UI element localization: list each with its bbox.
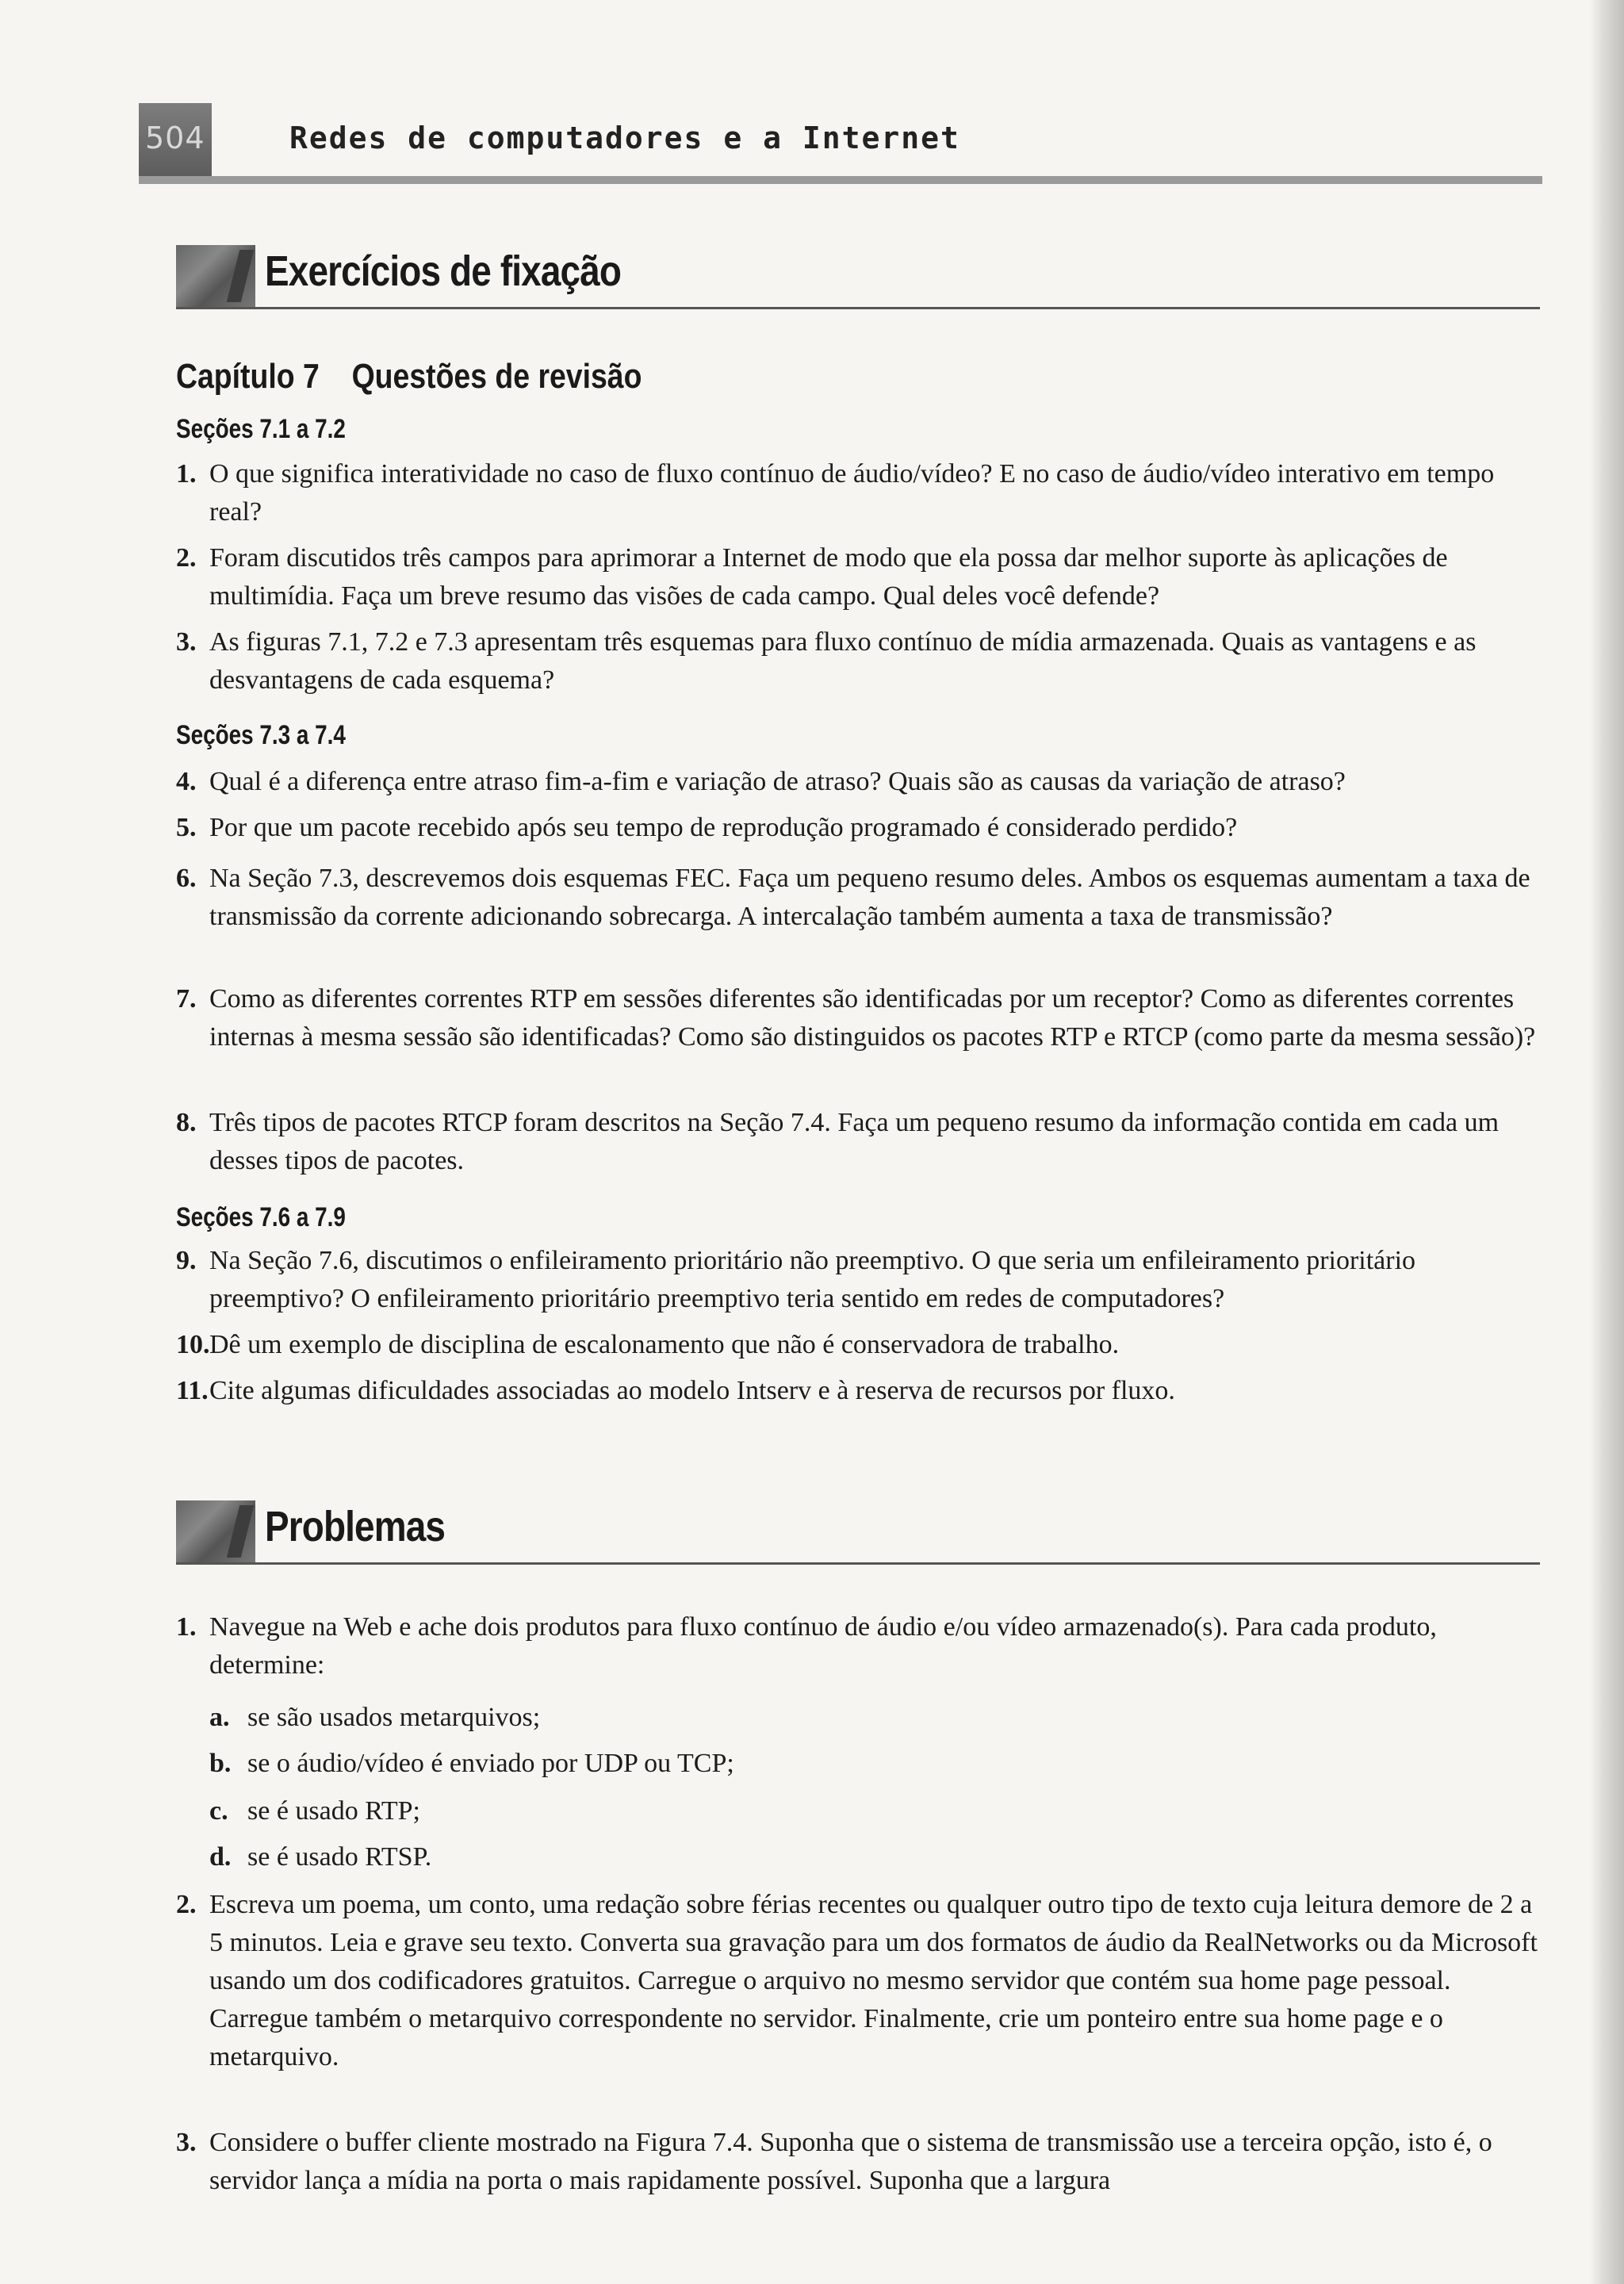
question-number: 6.	[176, 864, 197, 893]
section-group-label: Seções 7.3 a 7.4	[176, 720, 346, 750]
chapter-label: Capítulo 7	[176, 357, 320, 396]
question-text: Na Seção 7.6, discutimos o enfileiramento prioritário não preemptivo. O que seria um enfileiramento prioritário preemptivo? O enfileiramento prioritário preemptivo teria sentido em redes de computadores?	[209, 1246, 1416, 1313]
question-text: Dê um exemplo de disciplina de escalonamento que não é conservadora de trabalho.	[209, 1330, 1120, 1359]
problem-subitem	[209, 1838, 1478, 1876]
section-group-label: Seções 7.6 a 7.9	[176, 1202, 346, 1232]
subitem-text: se são usados metarquivos;	[247, 1703, 541, 1732]
question-number: 11.	[176, 1376, 209, 1405]
running-title: Redes de computadores e a Internet	[289, 121, 960, 155]
subitem-letter: a.	[209, 1703, 230, 1732]
problem-number: 1.	[176, 1612, 197, 1642]
chapter-heading	[176, 357, 642, 397]
section-group-label: Seções 7.1 a 7.2	[176, 414, 346, 444]
problem-subitem	[209, 1745, 1478, 1783]
question-text: Foram discutidos três campos para aprimorar a Internet de modo que ela possa dar melhor suporte às aplicações de multimídia. Faça um breve resumo das visões de cada campo. Qual deles você defende?	[209, 543, 1448, 611]
subitem-letter: d.	[209, 1842, 232, 1872]
page-number: 504	[145, 121, 205, 155]
exercises-heading	[176, 242, 1540, 329]
question-item	[176, 763, 1540, 801]
problem-text: Escreva um poema, um conto, uma redação sobre férias recentes ou qualquer outro tipo de texto cuja leitura demore de 2 a 5 minutos. Leia e grave seu texto. Converta sua gravação para um dos formatos de áudio da RealNetworks ou da Microsoft usando um dos codificadores gratuitos. Carregue o arquivo no mesmo servidor que contém sua home page pessoal. Carregue também o metarquivo correspondente no servidor. Finalmente, crie um ponteiro entre sua home page e o metarquivo.	[209, 1890, 1538, 2071]
question-item	[176, 539, 1540, 615]
subitem-letter: b.	[209, 1749, 232, 1778]
question-text: Por que um pacote recebido após seu tempo de reprodução programado é considerado perdido?	[209, 813, 1238, 842]
header-rule	[139, 176, 1542, 184]
question-item	[176, 1242, 1540, 1318]
question-number: 7.	[176, 984, 197, 1014]
question-item	[176, 1326, 1540, 1364]
problem-number: 2.	[176, 1890, 197, 1919]
page-edge-shadow	[1589, 0, 1624, 2284]
question-number: 3.	[176, 627, 197, 657]
question-text: Três tipos de pacotes RTCP foram descritos na Seção 7.4. Faça um pequeno resumo da informação contida em cada um desses tipos de pacotes.	[209, 1108, 1500, 1175]
problem-text: Navegue na Web e ache dois produtos para fluxo contínuo de áudio e/ou vídeo armazenado(s). Para cada produto, determine:	[209, 1612, 1437, 1680]
problem-text: Considere o buffer cliente mostrado na Figura 7.4. Suponha que o sistema de transmissão use a terceira opção, isto é, o servidor lança a mídia na porta o mais rapidamente possível. Suponha que a largura	[209, 2128, 1492, 2195]
question-number: 2.	[176, 543, 197, 573]
question-text: Como as diferentes correntes RTP em sessões diferentes são identificadas por um receptor? Como as diferentes correntes internas à mesma sessão são identificadas? Como são distinguidos os pacotes RTP e RTCP (como parte da mesma sessão)?	[209, 984, 1536, 1052]
section-rule	[176, 1562, 1540, 1565]
question-item	[176, 809, 1540, 847]
subitem-letter: c.	[209, 1796, 228, 1826]
problems-title: Problemas	[265, 1503, 446, 1550]
question-number: 5.	[176, 813, 197, 842]
subitem-text: se é usado RTP;	[247, 1796, 420, 1826]
problem-subitem	[209, 1699, 1478, 1737]
problem-subitem	[209, 1792, 1478, 1830]
problem-number: 3.	[176, 2128, 197, 2157]
question-number: 1.	[176, 459, 197, 489]
question-item	[176, 623, 1540, 699]
exercises-title: Exercícios de fixação	[265, 247, 622, 295]
section-photo-icon	[176, 245, 255, 307]
question-item	[176, 1104, 1540, 1180]
question-number: 10.	[176, 1330, 210, 1359]
question-text: Cite algumas dificuldades associadas ao modelo Intserv e à reserva de recursos por fluxo.	[209, 1376, 1175, 1405]
problem-item	[176, 1886, 1540, 2076]
question-number: 4.	[176, 767, 197, 796]
question-number: 9.	[176, 1246, 197, 1275]
question-text: Qual é a diferença entre atraso fim-a-fim e variação de atraso? Quais são as causas da variação de atraso?	[209, 767, 1346, 796]
problem-item	[176, 1608, 1540, 1684]
question-text: As figuras 7.1, 7.2 e 7.3 apresentam três esquemas para fluxo contínuo de mídia armazenada. Quais as vantagens e as desvantagens de cada esquema?	[209, 627, 1477, 695]
page-number-tab	[139, 103, 212, 182]
question-item	[176, 1372, 1540, 1410]
chapter-subtitle: Questões de revisão	[351, 357, 642, 396]
question-item	[176, 455, 1540, 531]
subitem-text: se o áudio/vídeo é enviado por UDP ou TCP;	[247, 1749, 734, 1778]
section-photo-icon	[176, 1500, 255, 1562]
subitem-text: se é usado RTSP.	[247, 1842, 432, 1872]
problems-heading	[176, 1497, 1540, 1585]
section-rule	[176, 307, 1540, 309]
question-number: 8.	[176, 1108, 197, 1137]
problem-item	[176, 2124, 1540, 2200]
running-header	[139, 103, 1542, 173]
question-text: O que significa interatividade no caso de fluxo contínuo de áudio/vídeo? E no caso de áudio/vídeo interativo em tempo real?	[209, 459, 1495, 527]
question-item	[176, 980, 1540, 1056]
question-item	[176, 860, 1540, 936]
question-text: Na Seção 7.3, descrevemos dois esquemas FEC. Faça um pequeno resumo deles. Ambos os esquemas aumentam a taxa de transmissão da corrente adicionando sobrecarga. A intercalação também aumenta a taxa de transmissão?	[209, 864, 1530, 931]
